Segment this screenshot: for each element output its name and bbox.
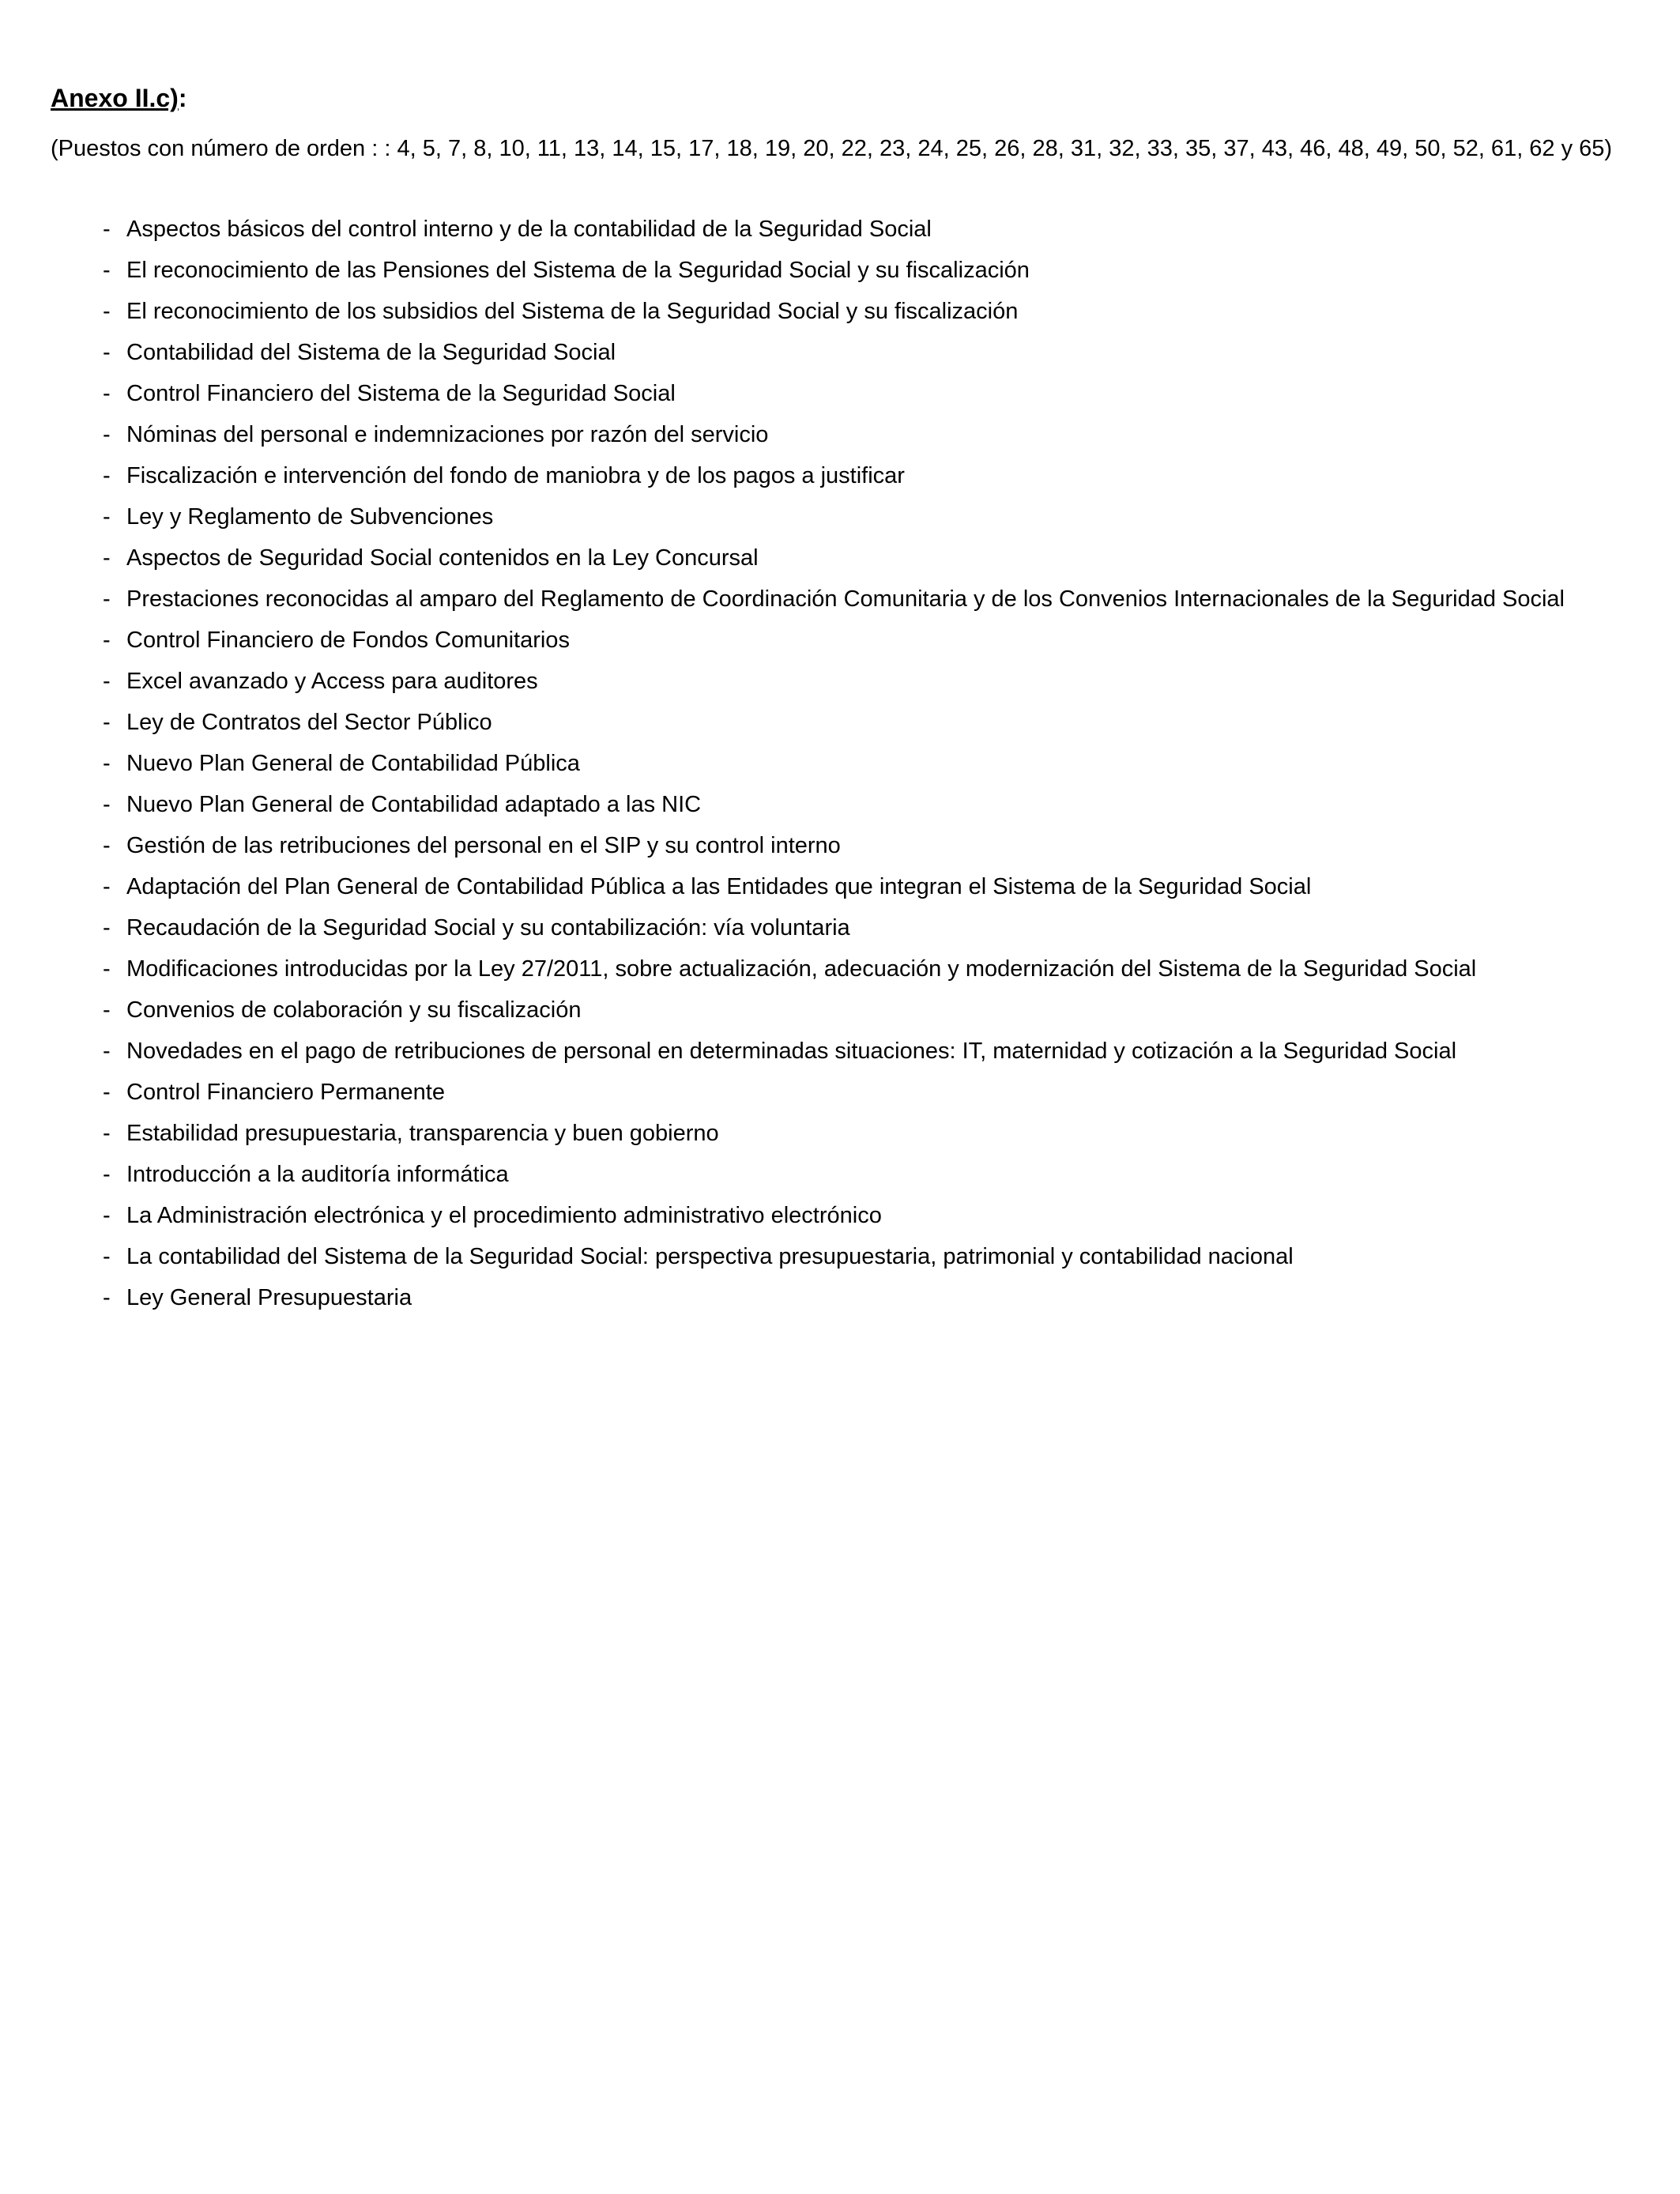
intro-paragraph: (Puestos con número de orden : : 4, 5, 7, 8, 10, 11, 13, 14, 15, 17, 18, 19, 20, 22, 23, 24, 25, 26, 28, 31, 32, 33, 35, 37, 43, 46, 48, 49, 50, 52, 61, 62 y 65): [51, 136, 1613, 161]
dash-bullet: -: [103, 792, 111, 817]
list-item: [51, 953, 1629, 985]
list-item: [51, 830, 1629, 861]
list-item-text: Novedades en el pago de retribuciones de personal en determinadas situaciones: IT, maternidad y cotización a la Seguridad Social: [126, 1039, 1457, 1064]
list-item-text: Gestión de las retribuciones del personal en el SIP y su control interno: [126, 833, 841, 858]
dash-bullet: -: [103, 504, 111, 530]
list-item: [51, 296, 1629, 327]
list-item: [51, 419, 1629, 450]
list-item: [51, 707, 1629, 738]
dash-bullet: -: [103, 1121, 111, 1146]
list-item: [51, 871, 1629, 903]
list-item-text: Control Financiero del Sistema de la Seguridad Social: [126, 381, 676, 406]
dash-bullet: -: [103, 463, 111, 488]
list-item-text: Modificaciones introducidas por la Ley 27/2011, sobre actualización, adecuación y modernización del Sistema de la Seguridad Social: [126, 956, 1477, 982]
dash-bullet: -: [103, 381, 111, 406]
dash-bullet: -: [103, 1203, 111, 1228]
list-item: [51, 337, 1629, 368]
list-item-text: Prestaciones reconocidas al amparo del Reglamento de Coordinación Comunitaria y de los Convenios Internacionales de la Seguridad Social: [126, 586, 1565, 612]
list-item-text: Estabilidad presupuestaria, transparencia y buen gobierno: [126, 1121, 719, 1146]
dash-bullet: -: [103, 586, 111, 612]
list-item: [51, 378, 1629, 409]
list-item: [51, 665, 1629, 697]
dash-bullet: -: [103, 340, 111, 365]
dash-bullet: -: [103, 874, 111, 899]
list-item: [51, 583, 1629, 615]
dash-bullet: -: [103, 217, 111, 242]
dash-bullet: -: [103, 710, 111, 735]
list-item-text: El reconocimiento de los subsidios del Sistema de la Seguridad Social y su fiscalización: [126, 299, 1019, 324]
list-item-text: La contabilidad del Sistema de la Seguridad Social: perspectiva presupuestaria, patrimonial y contabilidad nacional: [126, 1244, 1294, 1269]
list-item-text: Control Financiero de Fondos Comunitarios: [126, 628, 570, 653]
dash-bullet: -: [103, 545, 111, 571]
list-item: [51, 994, 1629, 1026]
list-item: [51, 1076, 1629, 1108]
list-item: [51, 912, 1629, 944]
list-item: [51, 1200, 1629, 1231]
list-item-text: Nuevo Plan General de Contabilidad Pública: [126, 751, 580, 776]
dash-bullet: -: [103, 422, 111, 447]
dash-bullet: -: [103, 299, 111, 324]
dash-bullet: -: [103, 1162, 111, 1187]
dash-bullet: -: [103, 751, 111, 776]
list-item-text: Contabilidad del Sistema de la Seguridad Social: [126, 340, 616, 365]
list-item: [51, 501, 1629, 533]
list-item: [51, 1282, 1629, 1314]
dash-bullet: -: [103, 997, 111, 1023]
dash-bullet: -: [103, 1039, 111, 1064]
dash-bullet: -: [103, 915, 111, 941]
list-item-text: Fiscalización e intervención del fondo de maniobra y de los pagos a justificar: [126, 463, 905, 488]
list-item-text: Control Financiero Permanente: [126, 1080, 445, 1105]
list-item: [51, 213, 1629, 245]
list-item-text: Aspectos de Seguridad Social contenidos en la Ley Concursal: [126, 545, 759, 571]
list-item-text: El reconocimiento de las Pensiones del Sistema de la Seguridad Social y su fiscalización: [126, 258, 1030, 283]
list-item: [51, 1035, 1629, 1067]
list-item-text: Nuevo Plan General de Contabilidad adaptado a las NIC: [126, 792, 702, 817]
list-item: [51, 542, 1629, 574]
list-item-text: La Administración electrónica y el procedimiento administrativo electrónico: [126, 1203, 882, 1228]
list-item-text: Recaudación de la Seguridad Social y su contabilización: vía voluntaria: [126, 915, 850, 941]
list-item-text: Ley y Reglamento de Subvenciones: [126, 504, 494, 530]
list-item-text: Convenios de colaboración y su fiscalización: [126, 997, 582, 1023]
list-item-text: Introducción a la auditoría informática: [126, 1162, 509, 1187]
list-item: [51, 748, 1629, 779]
dash-bullet: -: [103, 1244, 111, 1269]
page-title: [51, 82, 1629, 114]
list-item: [51, 789, 1629, 820]
page-title-colon: :: [178, 84, 187, 112]
list-item-text: Ley General Presupuestaria: [126, 1285, 412, 1310]
dash-bullet: -: [103, 956, 111, 982]
list-item: [51, 460, 1629, 492]
list-item: [51, 254, 1629, 286]
list-item: [51, 1159, 1629, 1190]
dash-bullet: -: [103, 1080, 111, 1105]
page-title-underlined: Anexo II.c): [51, 84, 179, 112]
list-item-text: Ley de Contratos del Sector Público: [126, 710, 492, 735]
list-item-text: Excel avanzado y Access para auditores: [126, 669, 538, 694]
dash-bullet: -: [103, 669, 111, 694]
list-item-text: Aspectos básicos del control interno y de la contabilidad de la Seguridad Social: [126, 217, 932, 242]
course-list: [51, 213, 1629, 1314]
dash-bullet: -: [103, 1285, 111, 1310]
list-item: [51, 1241, 1629, 1272]
list-item: [51, 1118, 1629, 1149]
list-item-text: Nóminas del personal e indemnizaciones por razón del servicio: [126, 422, 769, 447]
list-item: [51, 624, 1629, 656]
dash-bullet: -: [103, 628, 111, 653]
dash-bullet: -: [103, 833, 111, 858]
list-item-text: Adaptación del Plan General de Contabilidad Pública a las Entidades que integran el Sistema de la Seguridad Social: [126, 874, 1312, 899]
dash-bullet: -: [103, 258, 111, 283]
